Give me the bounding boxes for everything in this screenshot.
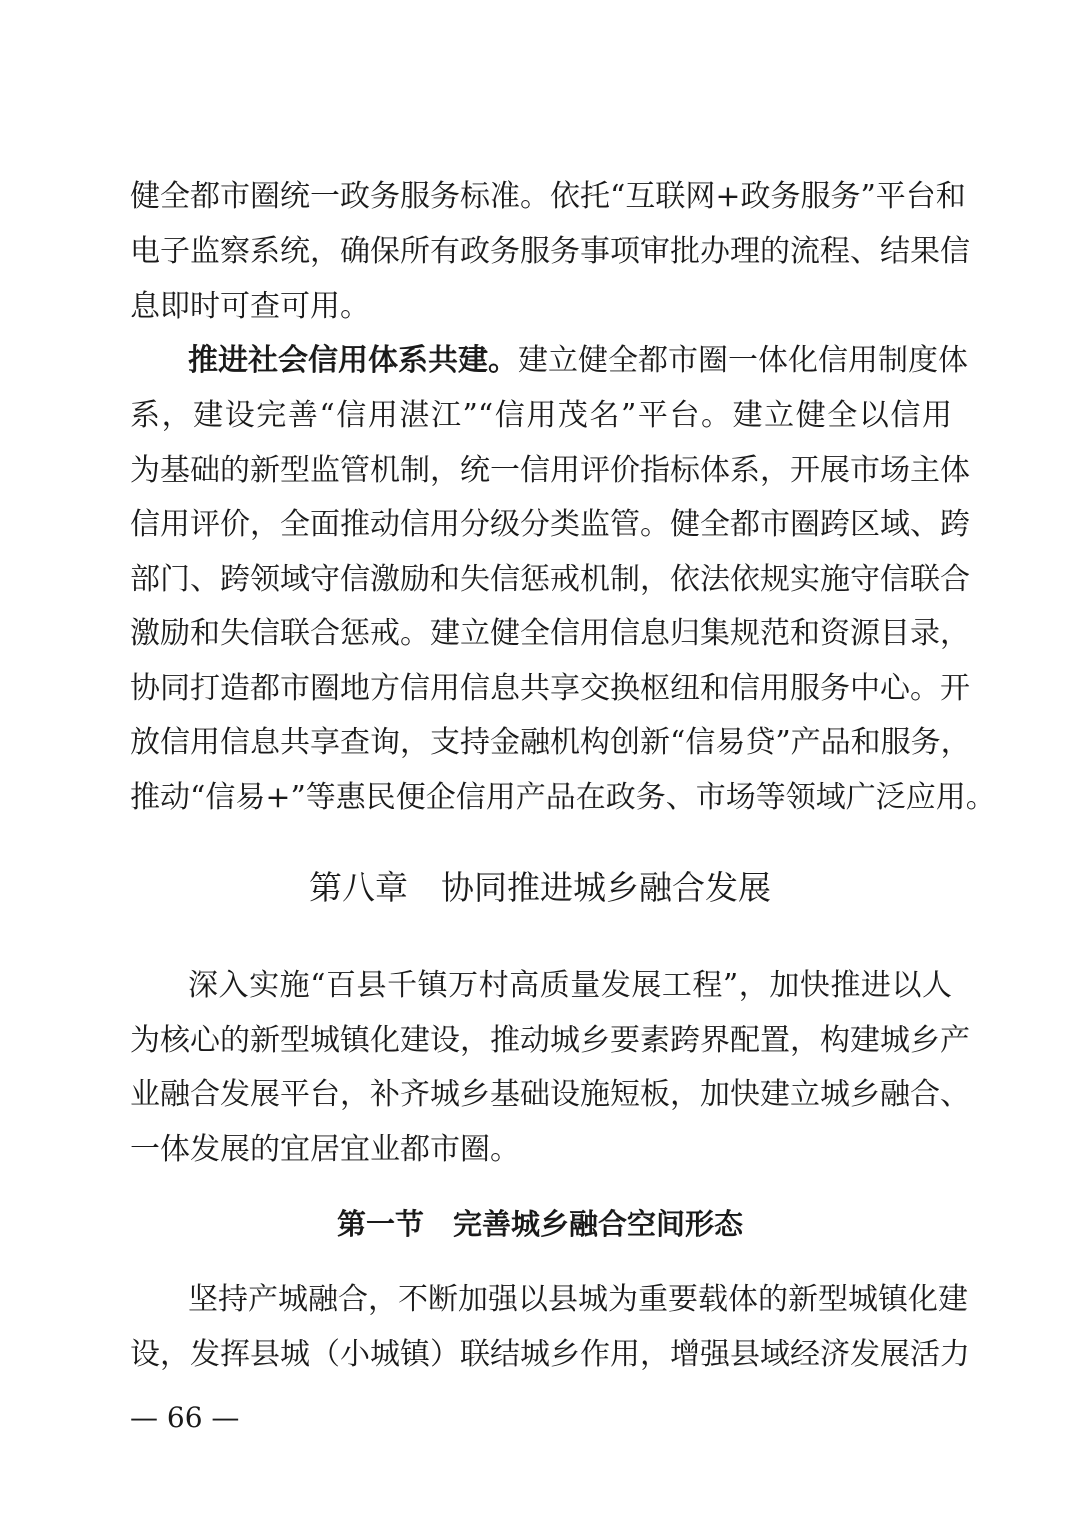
paragraph-4-line-2: 设，发挥县城（小城镇）联结城乡作用，增强县域经济发展活力: [130, 1337, 970, 1372]
paragraph-3-line-2: 为核心的新型城镇化建设，推动城乡要素跨界配置，构建城乡产: [130, 1023, 970, 1058]
paragraph-2-line-5: 部门、跨领域守信激励和失信惩戒机制，依法依规实施守信联合: [130, 562, 970, 597]
paragraph-3-line-3: 业融合发展平台，补齐城乡基础设施短板，加快建立城乡融合、: [130, 1077, 970, 1112]
paragraph-1-line-3: 息即时可查可用。: [130, 289, 370, 324]
paragraph-2-line-9: 推动“信易+”等惠民便企信用产品在政务、市场等领域广泛应用。: [130, 780, 996, 815]
paragraph-1-line-1: 健全都市圈统一政务服务标准。依托“互联网+政务服务”平台和: [130, 179, 966, 214]
paragraph-2-line-2: 系，建设完善“信用湛江”“信用茂名”平台。建立健全以信用: [130, 398, 952, 433]
paragraph-4-line-1: 坚持产城融合，不断加强以县城为重要载体的新型城镇化建: [188, 1282, 968, 1317]
paragraph-3-line-1: 深入实施“百县千镇万村高质量发展工程”，加快推进以人: [188, 968, 952, 1003]
paragraph-1-line-2: 电子监察系统，确保所有政务服务事项审批办理的流程、结果信: [130, 234, 970, 269]
paragraph-2-line-8: 放信用信息共享查询，支持金融机构创新“信易贷”产品和服务，: [130, 725, 971, 760]
paragraph-2-line-6: 激励和失信联合惩戒。建立健全信用信息归集规范和资源目录，: [130, 616, 970, 651]
paragraph-3-line-4: 一体发展的宜居宜业都市圈。: [130, 1132, 520, 1167]
paragraph-2-line-4: 信用评价，全面推动信用分级分类监管。健全都市圈跨区域、跨: [130, 507, 970, 542]
chapter-heading: 第八章 协同推进城乡融合发展: [309, 868, 771, 907]
paragraph-2-line-1: [188, 341, 968, 381]
paragraph-2-line-3: 为基础的新型监管机制，统一信用评价指标体系，开展市场主体: [130, 453, 970, 488]
section-heading: 第一节 完善城乡融合空间形态: [336, 1207, 743, 1241]
page-number: — 66 —: [130, 1401, 240, 1434]
paragraph-2-line-7: 协同打造都市圈地方信用信息共享交换枢纽和信用服务中心。开: [130, 671, 970, 706]
paragraph-2-first-line-rest: 建立健全都市圈一体化信用制度体: [518, 343, 968, 378]
paragraph-2-lead: 推进社会信用体系共建。: [188, 343, 518, 378]
